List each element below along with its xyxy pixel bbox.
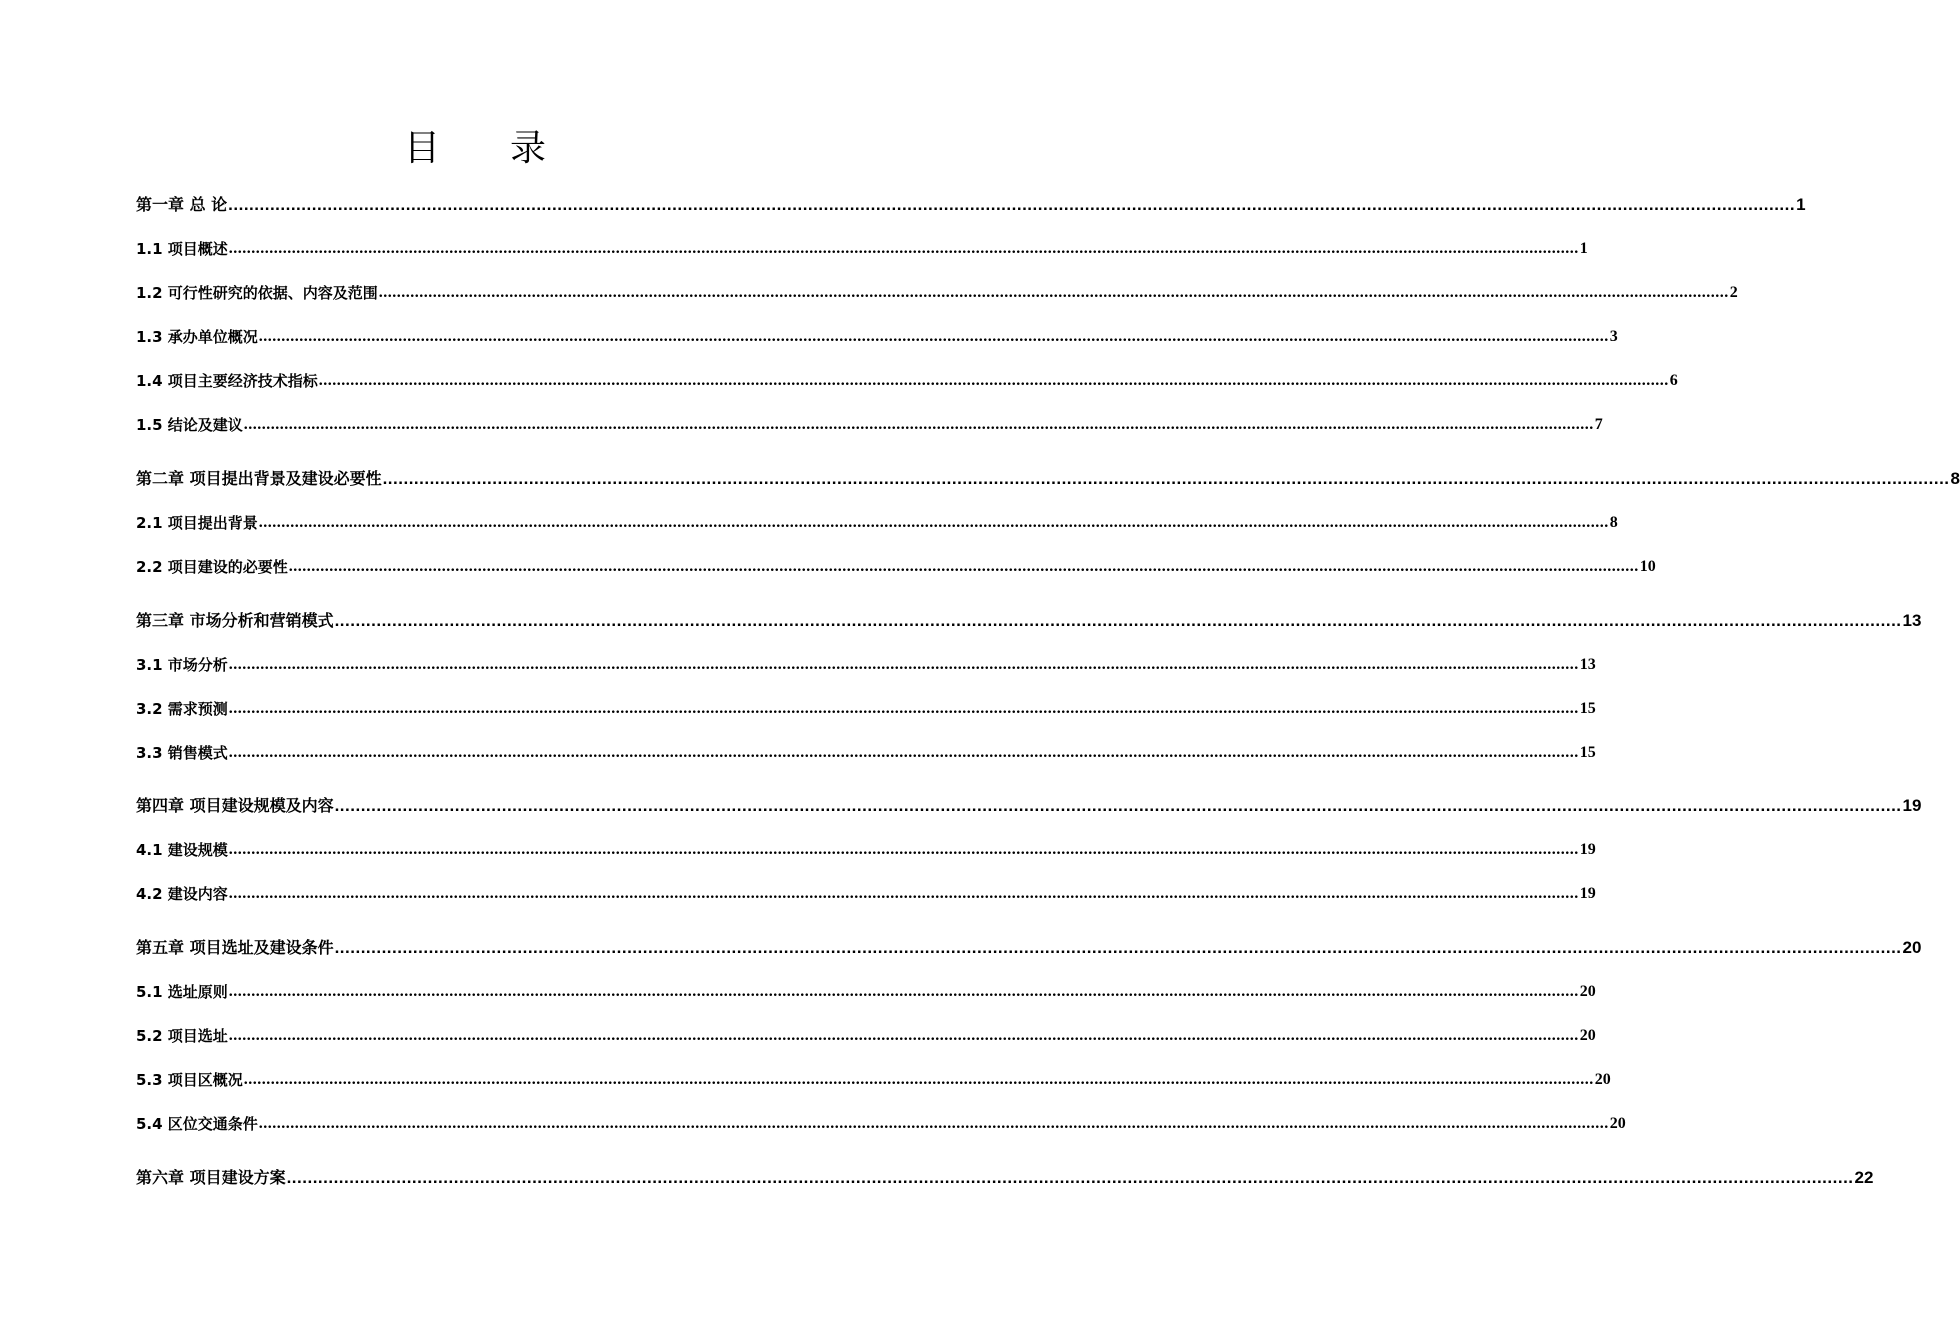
- toc-entry-page: 13: [1579, 656, 1596, 673]
- toc-entry-label: 3.3 销售模式: [136, 744, 228, 762]
- toc-entry-page: 2: [1729, 284, 1738, 301]
- toc-entry-section-1-4[interactable]: [136, 368, 1678, 394]
- dot-leader: ............................................................................................................................................................................................................................................................................................................: [334, 611, 1902, 630]
- dot-leader: ............................................................................................................................................................................................................................................................................................................: [228, 885, 1579, 902]
- dot-leader: ............................................................................................................................................................................................................................................................................................................: [286, 1168, 1854, 1187]
- dot-leader: ............................................................................................................................................................................................................................................................................................................: [228, 841, 1579, 858]
- toc-entry-label: 2.2 项目建设的必要性: [136, 558, 288, 576]
- toc-entry-label: 5.3 项目区概况: [136, 1071, 243, 1089]
- toc-entry-label: 第六章 项目建设方案: [136, 1168, 286, 1187]
- toc-entry-section-1-5[interactable]: [136, 412, 1603, 438]
- dot-leader: ............................................................................................................................................................................................................................................................................................................: [334, 796, 1902, 815]
- toc-entry-section-4-1[interactable]: [136, 837, 1596, 863]
- toc-entry-section-5-3[interactable]: [136, 1067, 1611, 1093]
- dot-leader: ............................................................................................................................................................................................................................................................................................................: [258, 328, 1609, 345]
- toc-entry-section-5-1[interactable]: [136, 979, 1596, 1005]
- toc-entry-label: 5.2 项目选址: [136, 1027, 228, 1045]
- toc-entry-label: 第四章 项目建设规模及内容: [136, 796, 334, 815]
- toc-entry-section-2-1[interactable]: [136, 510, 1618, 536]
- toc-entry-page: 7: [1594, 416, 1603, 433]
- title-char-1: 目: [403, 128, 440, 169]
- toc-entry-section-3-2[interactable]: [136, 696, 1596, 722]
- toc-entry-label: 3.1 市场分析: [136, 656, 228, 674]
- toc-entry-page: 22: [1854, 1168, 1874, 1187]
- dot-leader: ............................................................................................................................................................................................................................................................................................................: [228, 700, 1579, 717]
- dot-leader: ............................................................................................................................................................................................................................................................................................................: [228, 744, 1579, 761]
- toc-entry-label: 第一章 总 论: [136, 195, 228, 214]
- toc-entry-label: 5.1 选址原则: [136, 983, 228, 1001]
- dot-leader: ............................................................................................................................................................................................................................................................................................................: [228, 195, 1796, 214]
- toc-entry-page: 20: [1902, 938, 1922, 957]
- toc-entry-page: 20: [1579, 1027, 1596, 1044]
- toc-entry-page: 3: [1609, 328, 1618, 345]
- toc-entry-page: 1: [1579, 240, 1588, 257]
- toc-entry-label: 4.2 建设内容: [136, 885, 228, 903]
- dot-leader: ............................................................................................................................................................................................................................................................................................................: [228, 983, 1579, 1000]
- dot-leader: ............................................................................................................................................................................................................................................................................................................: [258, 514, 1609, 531]
- toc-entry-page: 19: [1579, 841, 1596, 858]
- toc-entry-label: 4.1 建设规模: [136, 841, 228, 859]
- toc-entry-page: 6: [1669, 372, 1678, 389]
- dot-leader: ............................................................................................................................................................................................................................................................................................................: [318, 372, 1669, 389]
- dot-leader: ............................................................................................................................................................................................................................................................................................................: [258, 1115, 1609, 1132]
- toc-entry-section-5-4[interactable]: [136, 1111, 1626, 1137]
- dot-leader: ............................................................................................................................................................................................................................................................................................................: [334, 938, 1902, 957]
- toc-entry-section-5-2[interactable]: [136, 1023, 1596, 1049]
- toc-entry-section-1-2[interactable]: [136, 280, 1738, 306]
- toc-entry-page: 1: [1796, 195, 1806, 214]
- toc-entry-page: 19: [1902, 796, 1922, 815]
- toc-entry-section-1-1[interactable]: [136, 236, 1588, 262]
- toc-entry-label: 第三章 市场分析和营销模式: [136, 611, 334, 630]
- toc-entry-page: 20: [1594, 1071, 1611, 1088]
- toc-entry-label: 1.1 项目概述: [136, 240, 228, 258]
- toc-entry-section-3-3[interactable]: [136, 740, 1596, 766]
- dot-leader: ............................................................................................................................................................................................................................................................................................................: [243, 416, 1594, 433]
- toc-entry-section-4-2[interactable]: [136, 881, 1596, 907]
- page-title: [0, 120, 950, 171]
- toc-entry-chapter-1[interactable]: [136, 192, 1806, 218]
- dot-leader: ............................................................................................................................................................................................................................................................................................................: [288, 558, 1639, 575]
- toc-entry-label: 1.3 承办单位概况: [136, 328, 258, 346]
- toc-entry-label: 1.4 项目主要经济技术指标: [136, 372, 318, 390]
- toc-entry-chapter-4[interactable]: [136, 793, 1922, 819]
- toc-entry-page: 20: [1609, 1115, 1626, 1132]
- toc-entry-page: 20: [1579, 983, 1596, 1000]
- toc-entry-chapter-5[interactable]: [136, 935, 1922, 961]
- toc-entry-label: 第五章 项目选址及建设条件: [136, 938, 334, 957]
- toc-entry-page: 13: [1902, 611, 1922, 630]
- toc-entry-page: 19: [1579, 885, 1596, 902]
- toc-entry-label: 5.4 区位交通条件: [136, 1115, 258, 1133]
- toc-entry-page: 10: [1639, 558, 1656, 575]
- toc-entry-section-3-1[interactable]: [136, 652, 1596, 678]
- toc-entry-page: 15: [1579, 700, 1596, 717]
- toc-entry-label: 3.2 需求预测: [136, 700, 228, 718]
- toc-entry-label: 1.2 可行性研究的依据、内容及范围: [136, 284, 378, 302]
- toc-entry-chapter-3[interactable]: [136, 608, 1922, 634]
- toc-entry-section-2-2[interactable]: [136, 554, 1656, 580]
- toc-entry-label: 2.1 项目提出背景: [136, 514, 258, 532]
- dot-leader: ............................................................................................................................................................................................................................................................................................................: [378, 284, 1729, 301]
- toc-entry-label: 第二章 项目提出背景及建设必要性: [136, 469, 382, 488]
- dot-leader: ............................................................................................................................................................................................................................................................................................................: [228, 1027, 1579, 1044]
- toc-entry-section-1-3[interactable]: [136, 324, 1618, 350]
- dot-leader: ............................................................................................................................................................................................................................................................................................................: [243, 1071, 1594, 1088]
- dot-leader: ............................................................................................................................................................................................................................................................................................................: [228, 240, 1579, 257]
- dot-leader: ............................................................................................................................................................................................................................................................................................................: [382, 469, 1950, 488]
- toc-entry-chapter-2[interactable]: [136, 466, 1960, 492]
- toc-entry-label: 1.5 结论及建议: [136, 416, 243, 434]
- toc-entry-chapter-6[interactable]: [136, 1165, 1874, 1191]
- dot-leader: ............................................................................................................................................................................................................................................................................................................: [228, 656, 1579, 673]
- toc-entry-page: 8: [1950, 469, 1960, 488]
- title-char-2: 录: [510, 128, 547, 169]
- toc-entry-page: 15: [1579, 744, 1596, 761]
- toc-entry-page: 8: [1609, 514, 1618, 531]
